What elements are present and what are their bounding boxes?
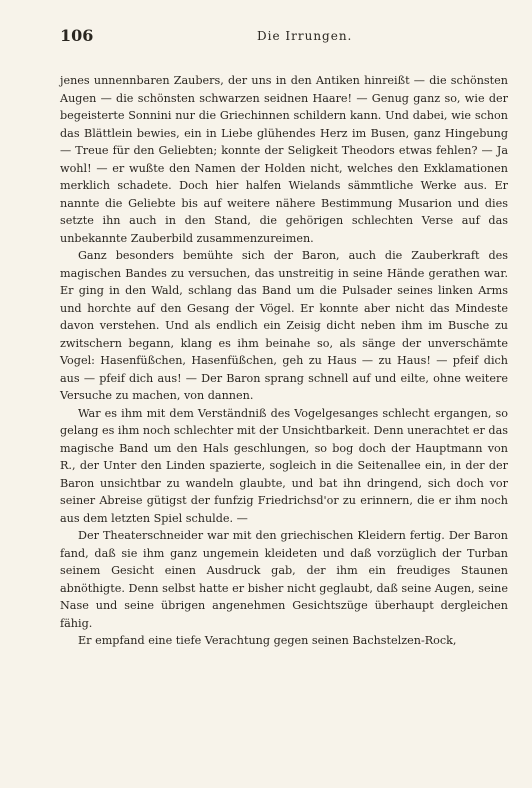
paragraph: War es ihm mit dem Verständniß des Vogelgesanges schlecht ergangen, so gelang es ihm noch schlechter mit der Unsichtbarkeit. Denn unerachtet er das magische Band um den Hals geschlungen, so bog doch der Hauptmann von R., der Unter den Linden spazierte, sogleich in die Seitenallee ein, in der der Baron unsichtbar zu wandeln glaubte, und bat ihn dringend, sich doch vor seiner Abreise gütigst der funfzig Friedrichsd'or zu erinnern, die er ihm noch aus dem letzten Spiel schulde. —: [60, 406, 508, 525]
page-header: [60, 26, 506, 52]
paragraph: Der Theaterschneider war mit den griechischen Kleidern fertig. Der Baron fand, daß sie ihm ganz ungemein kleideten und daß vorzüglich der Turban seinem Gesicht einen Ausdruck gab, der ihm ein freudiges Staunen abnöthigte. Denn selbst hatte er bisher nicht geglaubt, daß seine Augen, seine Nase und seine übrigen angenehmen Gesichtszüge überhaupt dergleichen fähig.: [60, 529, 508, 630]
paragraph: jenes unnennbaren Zaubers, der uns in den Antiken hinreißt — die schönsten Augen — die schönsten schwarzen seidnen Haare! — Genug ganz so, wie der begeisterte Sonnini nur die Griechinnen schildern kann. Und dabei, wie schon das Blättlein bewies, ein in Liebe glühendes Herz im Busen, ganz Hingebung — Treue für den Geliebten; konnte der Seligkeit Theodors etwas fehlen? — Ja wohl! — er wußte den Namen der Holden nicht, welches den Exklamationen merklich schadete. Doch hier halfen Wielands sämmtliche Werke aus. Er nannte die Geliebte bis auf weitere nähere Bestimmung Musarion und dies setzte ihn auch in den Stand, die gehörigen schlechten Verse auf das unbekannte Zauberbild zusammenzureimen.: [60, 74, 508, 245]
running-head: Die Irrungen.: [257, 29, 353, 43]
paragraph: Ganz besonders bemühte sich der Baron, auch die Zauberkraft des magischen Bandes zu versuchen, das unstreitig in seine Hände gerathen war. Er ging in den Wald, schlang das Band um die Pulsader seines linken Arms und horchte auf den Gesang der Vögel. Er konnte aber nicht das Mindeste davon verstehen. Und als endlich ein Zeisig dicht neben ihm im Busche zu zwitschern begann, klang es ihm beinahe so, als sänge der unverschämte Vogel: Hasenfüßchen, Hasenfüßchen, geh zu Haus — zu Haus! — pfeif dich aus — pfeif dich aus! — Der Baron sprang schnell auf und eilte, ohne weitere Versuche zu machen, von dannen.: [60, 249, 508, 402]
body-text: [60, 72, 508, 650]
page-number: 106: [60, 26, 94, 45]
paragraph: Er empfand eine tiefe Verachtung gegen seinen Bachstelzen-Rock,: [78, 634, 457, 647]
